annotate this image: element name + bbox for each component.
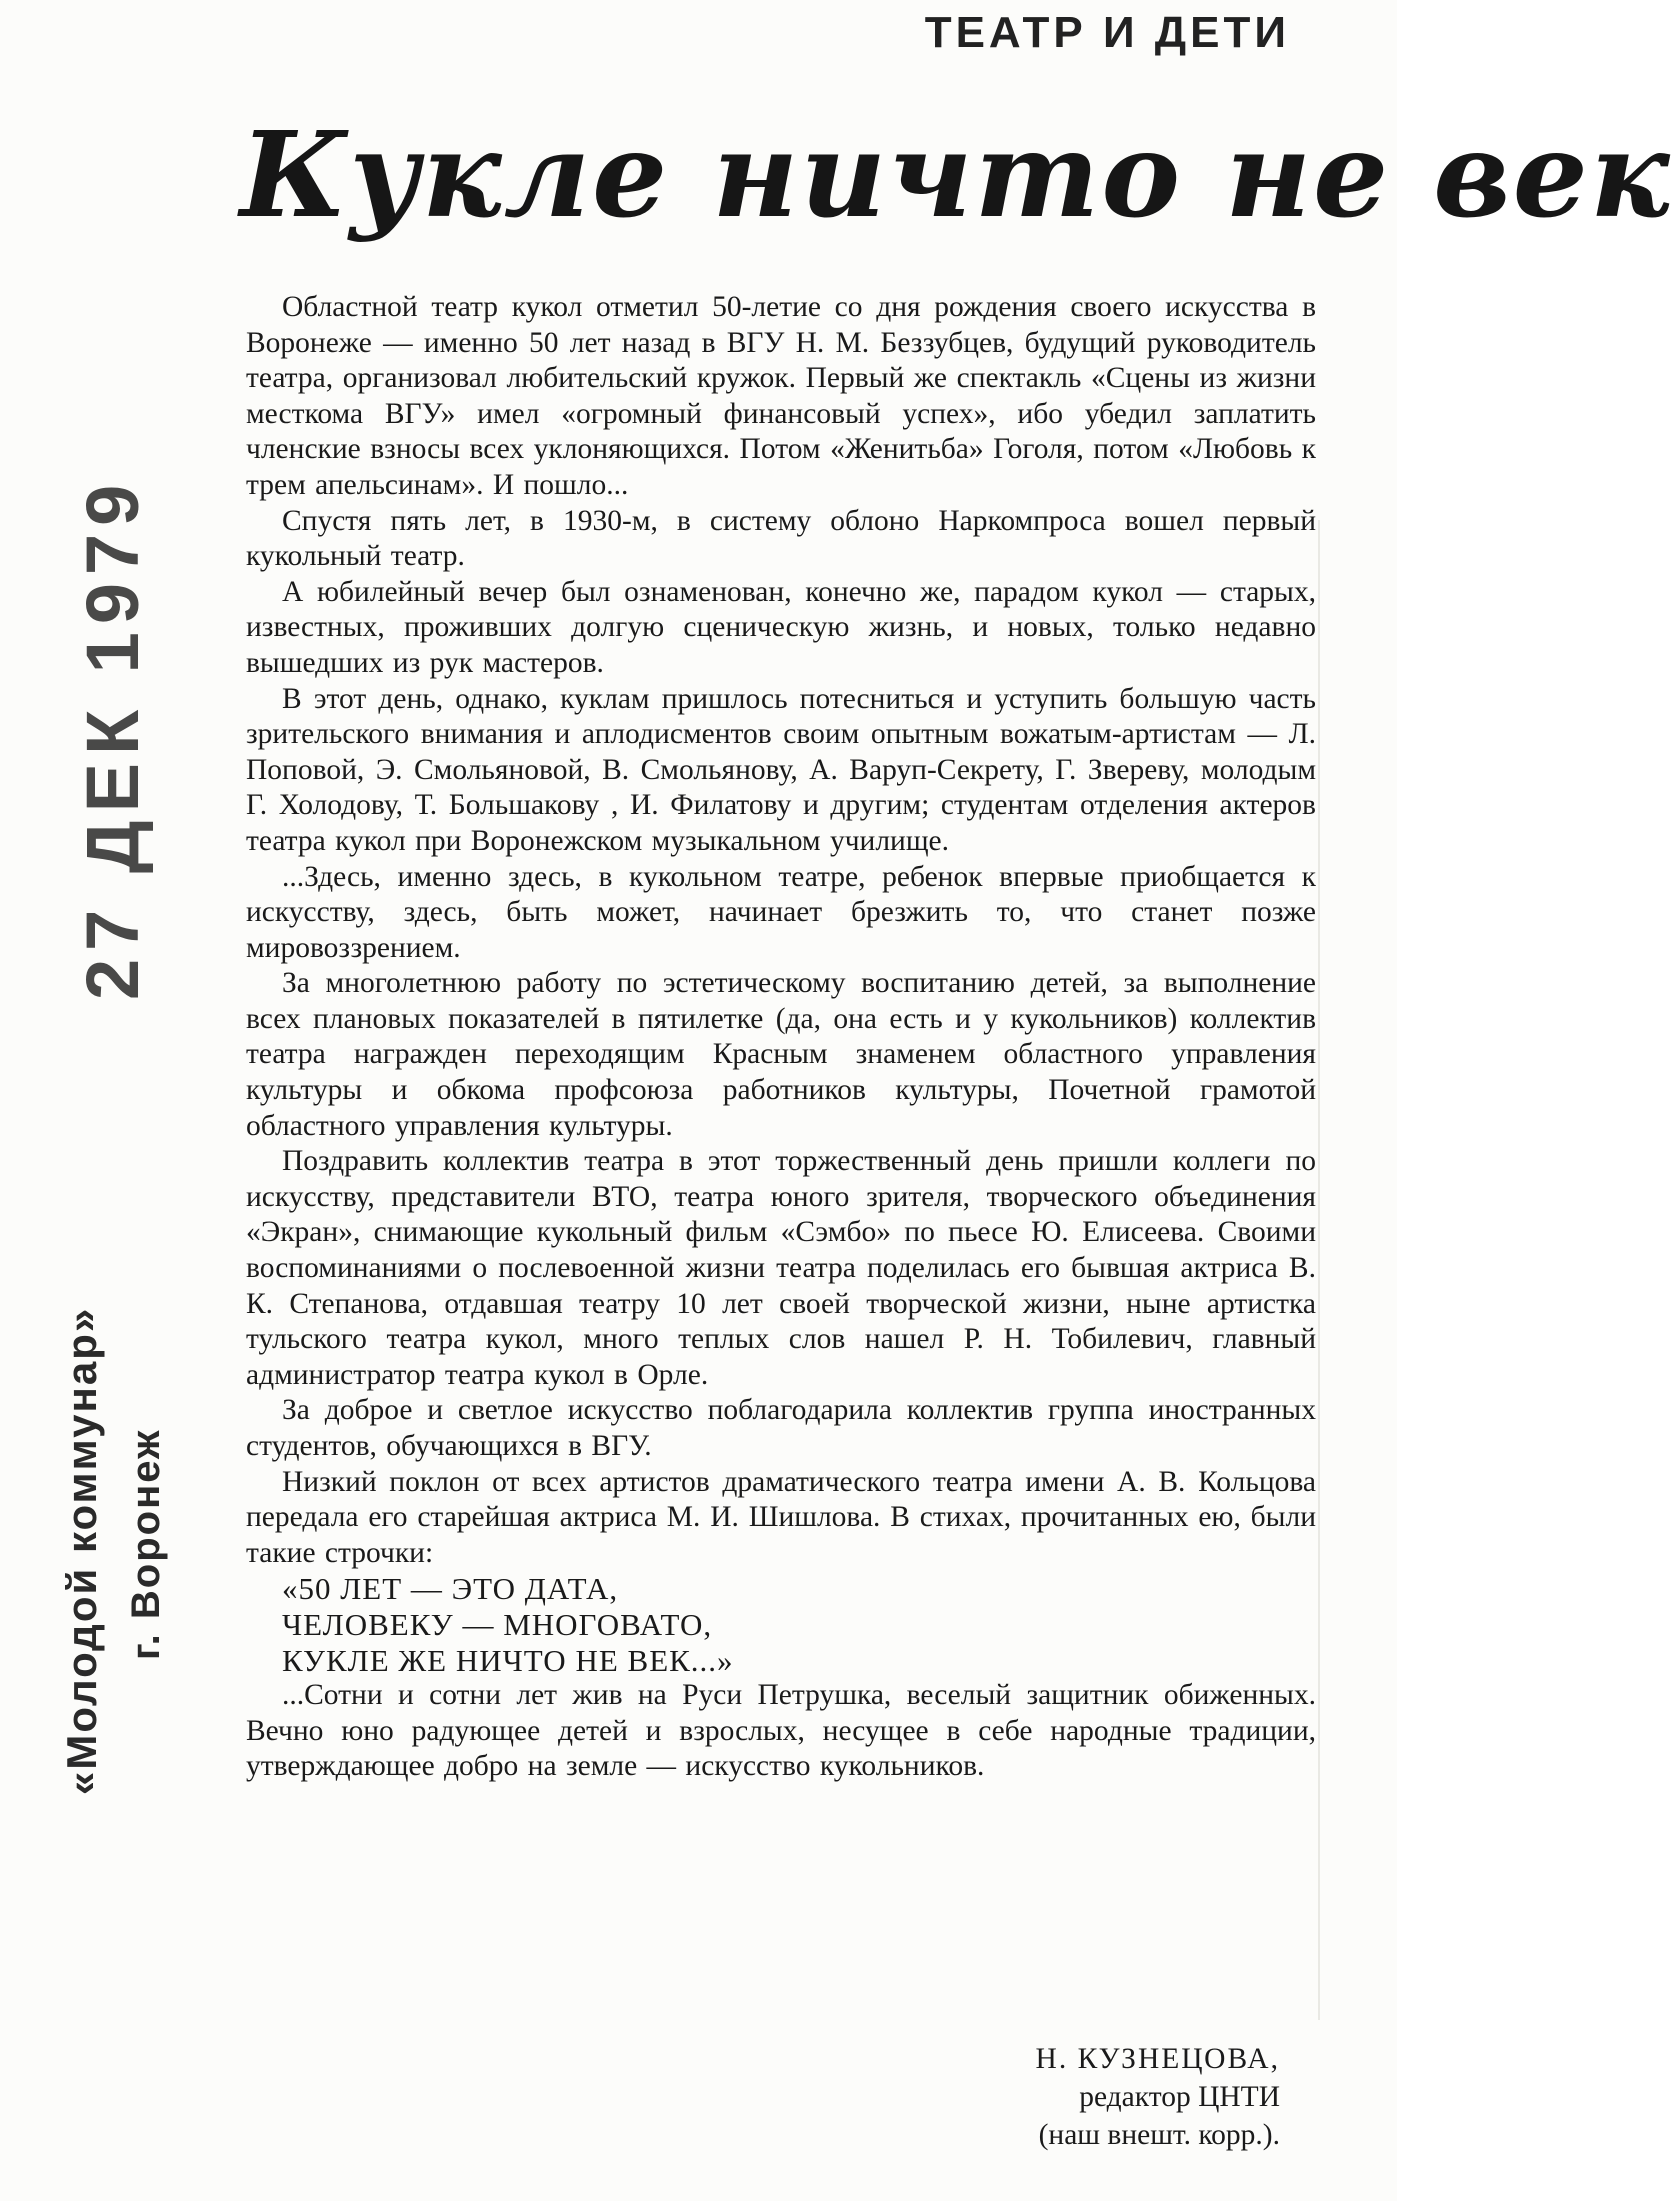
paragraph: Спустя пять лет, в 1930-м, в систему облоно Наркомпроса вошел первый кукольный театр. <box>246 504 1316 573</box>
poem-line: ЧЕЛОВЕКУ — МНОГОВАТО, <box>282 1606 713 1642</box>
poem-quote <box>282 1571 1316 1678</box>
paragraph: А юбилейный вечер был ознаменован, конечно же, парадом кукол — старых, известных, проживших долгую сценическую жизнь, и новых, только недавно вышедших из рук мастеров. <box>246 575 1316 679</box>
paragraph: За доброе и светлое искусство поблагодарила коллектив группа иностранных студентов, обучающихся в ВГУ. <box>246 1394 1316 1462</box>
city-stamp: г. Воронеж <box>124 1428 168 1660</box>
section-rubric: ТЕАТР И ДЕТИ <box>924 8 1290 57</box>
paragraph: Поздравить коллектив театра в этот торжественный день пришли коллеги по искусству, представители ВТО, театра юного зрителя, творческого объединения «Экран», снимающие кукольный фильм «Сэмбо» по пьесе Ю. Елисеева. Своими воспоминаниями о послевоенной жизни театра поделилась его бывшая актриса В. К. Степанова, отдавшая театру 10 лет своей творческой жизни, ныне артистка тульского театра кукол, много теплых слов нашел Р. Н. Тобилевич, главный администратор театра кукол в Орле. <box>246 1145 1316 1391</box>
author-note: (наш внешт. корр.). <box>1038 2119 1280 2151</box>
paragraph: За многолетнюю работу по эстетическому воспитанию детей, за выполнение всех плановых показателей в пятилетке (да, она есть и у кукольников) коллектив театра награжден переходящим Красным знаменем областного управления культуры и обкома профсоюза работников культуры, Почетной грамотой областного управления культуры. <box>246 967 1316 1142</box>
paragraph: ...Здесь, именно здесь, в кукольном театре, ребенок впервые приобщается к искусству, здесь, быть может, начинает брезжить то, что станет позже мировоззрением. <box>246 860 1316 964</box>
author-name: Н. КУЗНЕЦОВА, <box>1035 2043 1280 2075</box>
paragraph: Низкий поклон от всех артистов драматического театра имени А. В. Кольцова передала его старейшая актриса М. И. Шишлова. В стихах, прочитанных ею, были такие строчки: <box>246 1465 1316 1569</box>
author-signature <box>880 2040 1280 2154</box>
article-headline: Кукле ничто не век <box>240 105 1672 244</box>
scan-edge-line <box>1318 520 1320 2020</box>
poem-line: КУКЛЕ ЖЕ НИЧТО НЕ ВЕК...» <box>282 1642 734 1678</box>
closing-paragraph: ...Сотни и сотни лет жив на Руси Петрушка, веселый защитник обиженных. Вечно юно радующее детей и взрослых, несущее в себе народные традиции, утверждающее добро на земле — искусство кукольников. <box>246 1679 1316 1783</box>
newspaper-stamp: «Молодой коммунар» <box>58 1306 105 1795</box>
article-body <box>246 290 1316 1785</box>
poem-line: «50 ЛЕТ — ЭТО ДАТА, <box>282 1571 619 1607</box>
date-stamp: 27 ДЕК 1979 <box>71 476 154 1000</box>
paragraph: Областной театр кукол отметил 50-летие со дня рождения своего искусства в Воронеже — именно 50 лет назад в ВГУ Н. М. Беззубцев, будущий руководитель театра, организовал любительский кружок. Первый же спектакль «Сцены из жизни месткома ВГУ» имел «огромный финансовый успех», ибо убедил заплатить членские взносы всех уклоняющихся. Потом «Женитьба» Гоголя, потом «Любовь к трем апельсинам». И пошло... <box>246 291 1316 501</box>
paragraph: В этот день, однако, куклам пришлось потесниться и уступить большую часть зрительского внимания и аплодисментов своим опытным вожатым-артистам — Л. Поповой, Э. Смольяновой, В. Смольянову, А. Варуп-Секрету, Г. Звереву, молодым Г. Холодову, Т. Большакову , И. Филатову и другим; студентам отделения актеров театра кукол при Воронежском музыкальном училище. <box>246 682 1316 857</box>
author-role: редактор ЦНТИ <box>1079 2081 1280 2113</box>
